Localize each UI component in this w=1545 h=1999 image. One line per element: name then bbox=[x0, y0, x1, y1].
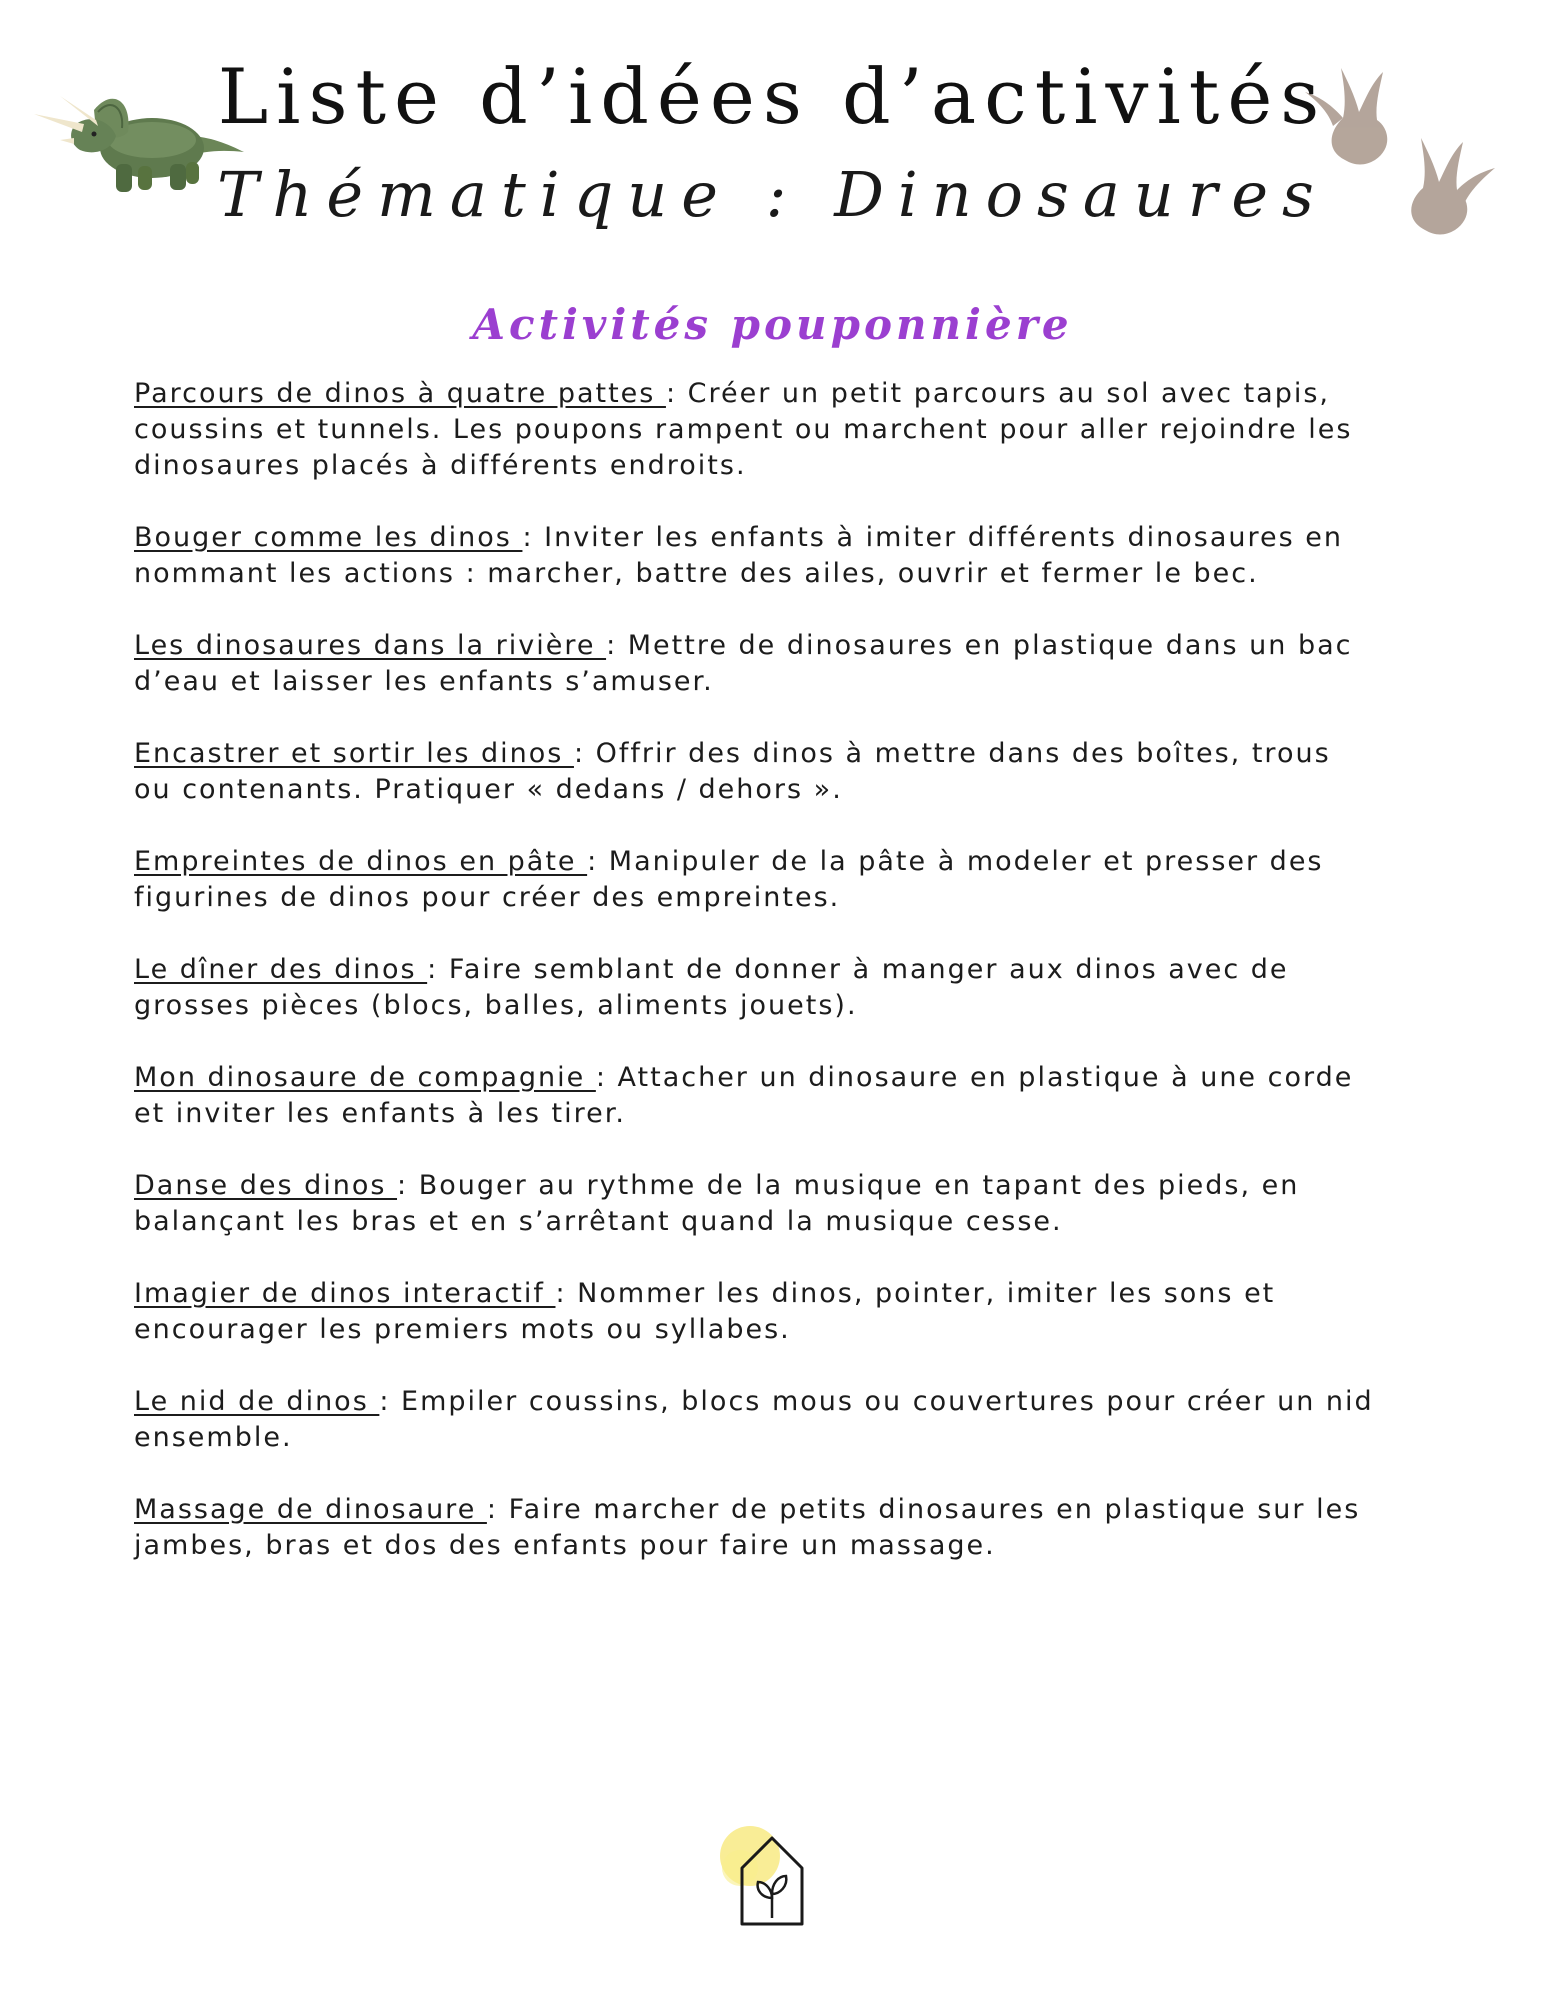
activity-item bbox=[134, 520, 1374, 592]
activity-item bbox=[134, 736, 1374, 808]
page-title: Liste d’idées d’activités bbox=[217, 52, 1328, 141]
house-sprout-logo-icon bbox=[712, 1820, 832, 1930]
activity-name: Le nid de dinos bbox=[134, 1386, 380, 1417]
activity-item bbox=[134, 1060, 1374, 1132]
activity-name: Mon dinosaure de compagnie bbox=[134, 1062, 596, 1093]
activity-name: Bouger comme les dinos bbox=[134, 522, 523, 553]
activity-name: Empreintes de dinos en pâte bbox=[134, 846, 588, 877]
page-subtitle: Thématique : Dinosaures bbox=[217, 158, 1328, 231]
activity-name: Parcours de dinos à quatre pattes bbox=[134, 378, 666, 409]
activity-description: : Bouger au rythme de la musique en tapant des pieds, en balançant les bras et en s’arrêtant quand la musique cesse. bbox=[134, 1170, 1300, 1237]
activity-description: : Offrir des dinos à mettre dans des boîtes, trous ou contenants. Pratiquer « dedans / dehors ». bbox=[134, 738, 1331, 805]
activity-name: Le dîner des dinos bbox=[134, 954, 428, 985]
activity-description: : Attacher un dinosaure en plastique à une corde et inviter les enfants à les tirer. bbox=[134, 1062, 1354, 1129]
activity-item bbox=[134, 1492, 1374, 1564]
activity-description: : Mettre de dinosaures en plastique dans un bac d’eau et laisser les enfants s’amuser. bbox=[134, 630, 1353, 697]
activity-name: Danse des dinos bbox=[134, 1170, 398, 1201]
activity-description: : Faire marcher de petits dinosaures en plastique sur les jambes, bras et dos des enfants pour faire un massage. bbox=[134, 1494, 1361, 1561]
activity-name: Imagier de dinos interactif bbox=[134, 1278, 556, 1309]
activity-item bbox=[134, 1168, 1374, 1240]
activity-name: Les dinosaures dans la rivière bbox=[134, 630, 607, 661]
activity-list bbox=[134, 376, 1374, 1600]
activity-description: : Nommer les dinos, pointer, imiter les sons et encourager les premiers mots ou syllabes. bbox=[134, 1278, 1276, 1345]
activity-name: Massage de dinosaure bbox=[134, 1494, 487, 1525]
activity-item bbox=[134, 1276, 1374, 1348]
activity-description: : Créer un petit parcours au sol avec tapis, coussins et tunnels. Les poupons rampent ou marchent pour aller rejoindre les dinosaures placés à différents endroits. bbox=[134, 378, 1353, 481]
section-title: Activités pouponnière bbox=[472, 300, 1073, 349]
activity-description: : Inviter les enfants à imiter différents dinosaures en nommant les actions : marcher, battre des ailes, ouvrir et fermer le bec. bbox=[134, 522, 1343, 589]
activity-description: : Faire semblant de donner à manger aux dinos avec de grosses pièces (blocs, balles, aliments jouets). bbox=[134, 954, 1289, 1021]
activity-item bbox=[134, 844, 1374, 916]
activity-name: Encastrer et sortir les dinos bbox=[134, 738, 574, 769]
activity-item bbox=[134, 628, 1374, 700]
activity-description: : Empiler coussins, blocs mous ou couvertures pour créer un nid ensemble. bbox=[134, 1386, 1374, 1453]
activity-description: : Manipuler de la pâte à modeler et presser des figurines de dinos pour créer des empreintes. bbox=[134, 846, 1324, 913]
activity-item bbox=[134, 952, 1374, 1024]
activity-item bbox=[134, 376, 1374, 484]
activity-item bbox=[134, 1384, 1374, 1456]
